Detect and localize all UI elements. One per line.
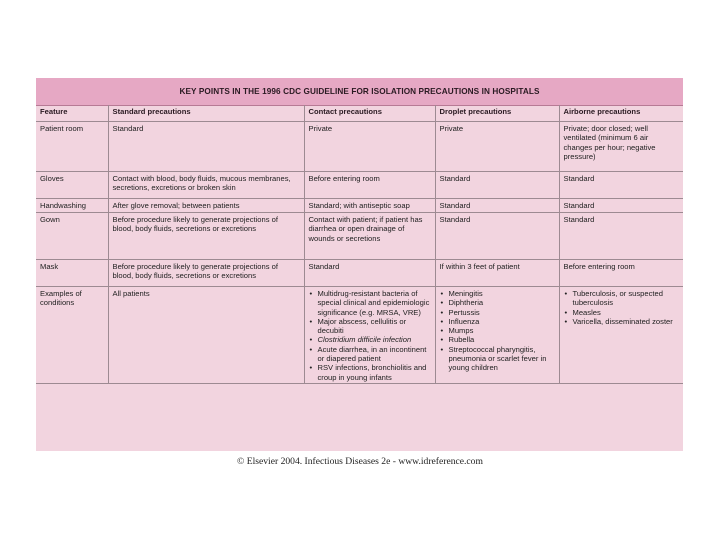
list-item: • Diphtheria — [449, 298, 555, 307]
cell-standard: Standard — [108, 122, 304, 172]
col-header-airborne: Airborne precautions — [559, 105, 683, 122]
copyright-caption: © Elsevier 2004. Infectious Diseases 2e - www.idreference.com — [237, 456, 483, 467]
col-header-standard: Standard precautions — [108, 105, 304, 122]
cell-feature: Handwashing — [36, 199, 108, 213]
cell-feature: Patient room — [36, 122, 108, 172]
cell-droplet: Standard — [435, 172, 559, 199]
cell-airborne: Private; door closed; well ventilated (minimum 6 air changes per hour; negative pressure) — [559, 122, 683, 172]
cell-standard: Before procedure likely to generate projections of blood, body fluids, secretions or excretions — [108, 260, 304, 287]
list-item: • Rubella — [449, 335, 555, 344]
precautions-table-figure — [36, 78, 683, 451]
cell-droplet: Standard — [435, 213, 559, 260]
cell-feature: Gloves — [36, 172, 108, 199]
cell-standard: After glove removal; between patients — [108, 199, 304, 213]
list-item: • Major abscess, cellulitis or decubiti — [318, 317, 431, 336]
table-row-gloves — [36, 172, 683, 199]
cell-droplet — [435, 287, 559, 384]
list-item: • Multidrug-resistant bacteria of special clinical and epidemiologic significance (e.g. MRSA, VRE) — [318, 289, 431, 317]
table-title: KEY POINTS IN THE 1996 CDC GUIDELINE FOR ISOLATION PRECAUTIONS IN HOSPITALS — [36, 78, 683, 106]
cell-airborne: Standard — [559, 199, 683, 213]
cell-feature: Gown — [36, 213, 108, 260]
cell-contact: Before entering room — [304, 172, 435, 199]
droplet-examples-list — [440, 289, 555, 373]
list-item: • Streptococcal pharyngitis, pneumonia or scarlet fever in young children — [449, 345, 555, 373]
cell-droplet: Standard — [435, 199, 559, 213]
cell-feature: Examples of conditions — [36, 287, 108, 384]
list-item: • RSV infections, bronchiolitis and croup in young infants — [318, 363, 431, 382]
col-header-droplet: Droplet precautions — [435, 105, 559, 122]
cell-standard: All patients — [108, 287, 304, 384]
cell-standard: Before procedure likely to generate projections of blood, body fluids, secretions or excretions — [108, 213, 304, 260]
cell-droplet: If within 3 feet of patient — [435, 260, 559, 287]
cell-contact: Standard; with antiseptic soap — [304, 199, 435, 213]
list-item: • Influenza — [449, 317, 555, 326]
cell-contact: Contact with patient; if patient has diarrhea or open drainage of wounds or secretions — [304, 213, 435, 260]
col-header-feature: Feature — [36, 105, 108, 122]
list-item: • Tuberculosis, or suspected tuberculosis — [573, 289, 680, 308]
cell-feature: Mask — [36, 260, 108, 287]
list-item: • Measles — [573, 308, 680, 317]
table-row-patient-room — [36, 122, 683, 172]
cell-contact: Standard — [304, 260, 435, 287]
cell-contact: Private — [304, 122, 435, 172]
cell-airborne — [559, 287, 683, 384]
list-item: • Varicella, disseminated zoster — [573, 317, 680, 326]
table-row-handwashing — [36, 199, 683, 213]
list-item: • Acute diarrhea, in an incontinent or diapered patient — [318, 345, 431, 364]
cell-standard: Contact with blood, body fluids, mucous membranes, secretions, excretions or broken skin — [108, 172, 304, 199]
airborne-examples-list — [564, 289, 680, 326]
cell-airborne: Standard — [559, 213, 683, 260]
cell-airborne: Before entering room — [559, 260, 683, 287]
table-row-examples — [36, 287, 683, 384]
cell-airborne: Standard — [559, 172, 683, 199]
list-item: • Mumps — [449, 326, 555, 335]
list-item: • Pertussis — [449, 308, 555, 317]
list-item: • Meningitis — [449, 289, 555, 298]
table-row-mask — [36, 260, 683, 287]
table-row-gown — [36, 213, 683, 260]
precautions-table — [36, 105, 683, 384]
cell-contact — [304, 287, 435, 384]
header-row — [36, 105, 683, 122]
cell-droplet: Private — [435, 122, 559, 172]
list-item: • Clostridium difficile infection — [318, 335, 431, 344]
col-header-contact: Contact precautions — [304, 105, 435, 122]
contact-examples-list — [309, 289, 431, 382]
